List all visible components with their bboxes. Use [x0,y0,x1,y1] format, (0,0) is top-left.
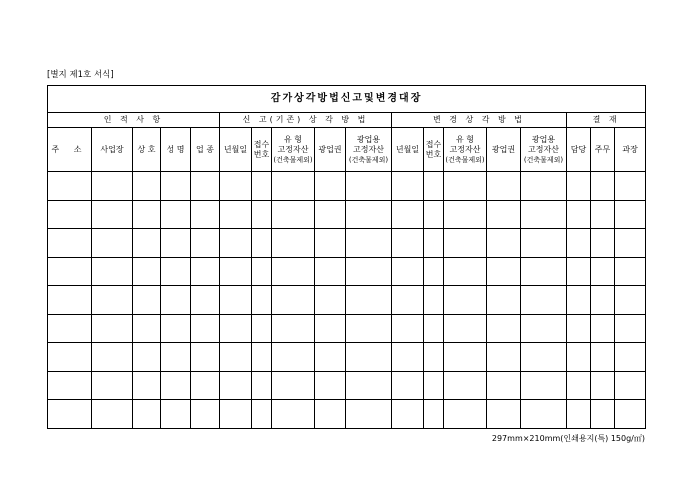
entry-cell[interactable] [615,343,646,372]
col-receipt-line2: 번호 [253,149,270,159]
table-row [48,400,646,429]
entry-cell[interactable] [272,314,315,343]
entry-cell[interactable] [252,172,272,201]
entry-cell[interactable] [615,257,646,286]
entry-cell[interactable] [424,314,444,343]
entry-cell[interactable] [272,343,315,372]
entry-cell[interactable] [521,343,567,372]
entry-cell[interactable] [252,286,272,315]
entry-cell[interactable] [133,286,161,315]
entry-cell[interactable] [424,400,444,429]
col-staff: 담당 [567,128,591,172]
entry-cell[interactable] [48,200,92,229]
entry-cell[interactable] [220,371,252,400]
entry-cell[interactable] [591,343,615,372]
entry-cell[interactable] [487,400,521,429]
entry-cell[interactable] [252,229,272,258]
col-change-tangible-line1: 유 형 [456,134,474,144]
col-tangible-line2: 고정자산 [277,144,309,154]
entry-cell[interactable] [92,200,133,229]
entry-cell[interactable] [220,400,252,429]
col-manager: 과장 [615,128,646,172]
entry-cell[interactable] [133,200,161,229]
col-change-tangible-line2: 고정자산 [449,144,481,154]
entry-cell[interactable] [567,257,591,286]
entry-cell[interactable] [161,286,191,315]
entry-cell[interactable] [346,286,392,315]
col-mining-assets-line1: 광업용 [356,134,381,144]
entry-cell[interactable] [444,343,487,372]
col-tangible-line1: 유 형 [284,134,302,144]
entry-cell[interactable] [567,286,591,315]
entry-cell[interactable] [92,172,133,201]
col-mining-assets-line3: (건축물제외) [348,155,389,164]
col-receipt-line1: 접수 [253,139,270,149]
entry-cell[interactable] [392,314,424,343]
entry-cell[interactable] [252,371,272,400]
col-address: 주 소 [48,128,92,172]
entry-cell[interactable] [444,229,487,258]
col-change-receipt-no [424,128,444,172]
entry-cell[interactable] [48,286,92,315]
entry-cell[interactable] [346,371,392,400]
entry-cell[interactable] [392,172,424,201]
entry-cell[interactable] [191,314,220,343]
entry-cell[interactable] [92,343,133,372]
entry-cell[interactable] [591,314,615,343]
group-approval: 결 재 [567,113,646,128]
col-change-date: 년월일 [392,128,424,172]
entry-cell[interactable] [315,314,346,343]
entry-cell[interactable] [591,172,615,201]
entry-cell[interactable] [521,229,567,258]
col-change-receipt-line1: 접수 [425,139,442,149]
entry-cell[interactable] [161,314,191,343]
entry-cell[interactable] [444,286,487,315]
entry-cell[interactable] [252,400,272,429]
col-change-tangible-assets [444,128,487,172]
table-row [48,229,646,258]
col-industry: 업 종 [191,128,220,172]
entry-cell[interactable] [161,257,191,286]
entry-cell[interactable] [444,371,487,400]
entry-cell[interactable] [161,200,191,229]
table-row [48,371,646,400]
ledger-body [48,172,646,429]
entry-cell[interactable] [92,314,133,343]
table-row [48,343,646,372]
entry-cell[interactable] [487,371,521,400]
col-name: 성 명 [161,128,191,172]
entry-cell[interactable] [92,286,133,315]
entry-cell[interactable] [444,200,487,229]
ledger-table [47,85,646,429]
entry-cell[interactable] [133,229,161,258]
entry-cell[interactable] [220,257,252,286]
entry-cell[interactable] [567,229,591,258]
entry-cell[interactable] [615,314,646,343]
entry-cell[interactable] [92,229,133,258]
entry-cell[interactable] [92,371,133,400]
col-change-tangible-line3: (건축물제외) [445,155,485,164]
entry-cell[interactable] [615,400,646,429]
entry-cell[interactable] [272,172,315,201]
entry-cell[interactable] [272,286,315,315]
entry-cell[interactable] [48,257,92,286]
entry-cell[interactable] [521,286,567,315]
entry-cell[interactable] [92,257,133,286]
table-row [48,314,646,343]
entry-cell[interactable] [392,200,424,229]
entry-cell[interactable] [615,200,646,229]
col-mining-assets [346,128,392,172]
entry-cell[interactable] [487,172,521,201]
entry-cell[interactable] [220,172,252,201]
entry-cell[interactable] [424,343,444,372]
entry-cell[interactable] [567,172,591,201]
col-report-date: 년월일 [220,128,252,172]
entry-cell[interactable] [346,200,392,229]
entry-cell[interactable] [346,172,392,201]
entry-cell[interactable] [346,229,392,258]
entry-cell[interactable] [272,200,315,229]
ledger-title: 감가상각방법신고및변경대장 [48,86,646,113]
entry-cell[interactable] [48,172,92,201]
entry-cell[interactable] [591,200,615,229]
col-receipt-no [252,128,272,172]
entry-cell[interactable] [591,229,615,258]
entry-cell[interactable] [591,400,615,429]
entry-cell[interactable] [252,343,272,372]
group-change-method: 변 경 상 각 방 법 [392,113,567,128]
entry-cell[interactable] [191,371,220,400]
entry-cell[interactable] [161,229,191,258]
entry-cell[interactable] [346,343,392,372]
col-change-receipt-line2: 번호 [425,149,442,159]
entry-cell[interactable] [424,229,444,258]
table-row [48,257,646,286]
entry-cell[interactable] [315,172,346,201]
entry-cell[interactable] [48,400,92,429]
entry-cell[interactable] [392,371,424,400]
entry-cell[interactable] [591,371,615,400]
entry-cell[interactable] [521,172,567,201]
form-label: [별지 제1호 서식] [47,70,114,80]
entry-cell[interactable] [133,172,161,201]
col-tangible-assets [272,128,315,172]
table-row [48,286,646,315]
entry-cell[interactable] [424,172,444,201]
entry-cell[interactable] [444,314,487,343]
col-change-mining-assets [521,128,567,172]
entry-cell[interactable] [191,229,220,258]
entry-cell[interactable] [220,343,252,372]
entry-cell[interactable] [615,371,646,400]
entry-cell[interactable] [521,200,567,229]
entry-cell[interactable] [487,257,521,286]
entry-cell[interactable] [191,343,220,372]
entry-cell[interactable] [252,257,272,286]
entry-cell[interactable] [487,200,521,229]
entry-cell[interactable] [315,343,346,372]
entry-cell[interactable] [392,257,424,286]
col-tangible-line3: (건축물제외) [273,155,313,164]
entry-cell[interactable] [487,314,521,343]
entry-cell[interactable] [252,314,272,343]
entry-cell[interactable] [220,314,252,343]
entry-cell[interactable] [392,286,424,315]
entry-cell[interactable] [424,371,444,400]
entry-cell[interactable] [133,257,161,286]
entry-cell[interactable] [444,257,487,286]
col-change-mining-line1: 광업용 [531,134,556,144]
entry-cell[interactable] [567,343,591,372]
entry-cell[interactable] [272,257,315,286]
entry-cell[interactable] [191,200,220,229]
entry-cell[interactable] [591,286,615,315]
entry-cell[interactable] [521,314,567,343]
entry-cell[interactable] [133,314,161,343]
entry-cell[interactable] [591,257,615,286]
entry-cell[interactable] [346,314,392,343]
table-row [48,200,646,229]
entry-cell[interactable] [615,229,646,258]
entry-cell[interactable] [272,371,315,400]
entry-cell[interactable] [521,400,567,429]
entry-cell[interactable] [191,257,220,286]
entry-cell[interactable] [161,371,191,400]
entry-cell[interactable] [521,371,567,400]
entry-cell[interactable] [615,172,646,201]
col-change-mining-line3: (건축물제외) [523,155,564,164]
entry-cell[interactable] [424,286,444,315]
group-personal: 인 적 사 항 [48,113,220,128]
entry-cell[interactable] [315,371,346,400]
entry-cell[interactable] [521,257,567,286]
entry-cell[interactable] [487,286,521,315]
col-chief: 주무 [591,128,615,172]
entry-cell[interactable] [133,371,161,400]
entry-cell[interactable] [615,286,646,315]
entry-cell[interactable] [567,400,591,429]
entry-cell[interactable] [315,400,346,429]
entry-cell[interactable] [161,172,191,201]
entry-cell[interactable] [444,172,487,201]
entry-cell[interactable] [48,371,92,400]
group-report-method: 신 고(기존) 상 각 방 법 [220,113,392,128]
entry-cell[interactable] [48,314,92,343]
entry-cell[interactable] [392,343,424,372]
entry-cell[interactable] [424,257,444,286]
entry-cell[interactable] [346,257,392,286]
entry-cell[interactable] [392,400,424,429]
entry-cell[interactable] [315,257,346,286]
entry-cell[interactable] [133,400,161,429]
entry-cell[interactable] [444,400,487,429]
entry-cell[interactable] [161,400,191,429]
entry-cell[interactable] [567,200,591,229]
entry-cell[interactable] [567,371,591,400]
col-trade-name: 상 호 [133,128,161,172]
entry-cell[interactable] [567,314,591,343]
entry-cell[interactable] [191,400,220,429]
entry-cell[interactable] [191,172,220,201]
col-mining-right: 광업권 [315,128,346,172]
entry-cell[interactable] [424,200,444,229]
entry-cell[interactable] [48,343,92,372]
col-change-mining-line2: 고정자산 [528,144,559,154]
entry-cell[interactable] [487,343,521,372]
paper-spec: 297mm×210mm(인쇄용지(특) 150g/㎡) [491,434,645,443]
entry-cell[interactable] [315,200,346,229]
entry-cell[interactable] [92,400,133,429]
entry-cell[interactable] [161,343,191,372]
entry-cell[interactable] [220,200,252,229]
entry-cell[interactable] [220,286,252,315]
entry-cell[interactable] [48,229,92,258]
entry-cell[interactable] [315,229,346,258]
table-row [48,172,646,201]
entry-cell[interactable] [191,286,220,315]
entry-cell[interactable] [220,229,252,258]
entry-cell[interactable] [272,400,315,429]
entry-cell[interactable] [272,229,315,258]
entry-cell[interactable] [392,229,424,258]
entry-cell[interactable] [487,229,521,258]
col-change-mining-right: 광업권 [487,128,521,172]
entry-cell[interactable] [315,286,346,315]
col-mining-assets-line2: 고정자산 [353,144,384,154]
entry-cell[interactable] [346,400,392,429]
col-business: 사업장 [92,128,133,172]
entry-cell[interactable] [252,200,272,229]
entry-cell[interactable] [133,343,161,372]
